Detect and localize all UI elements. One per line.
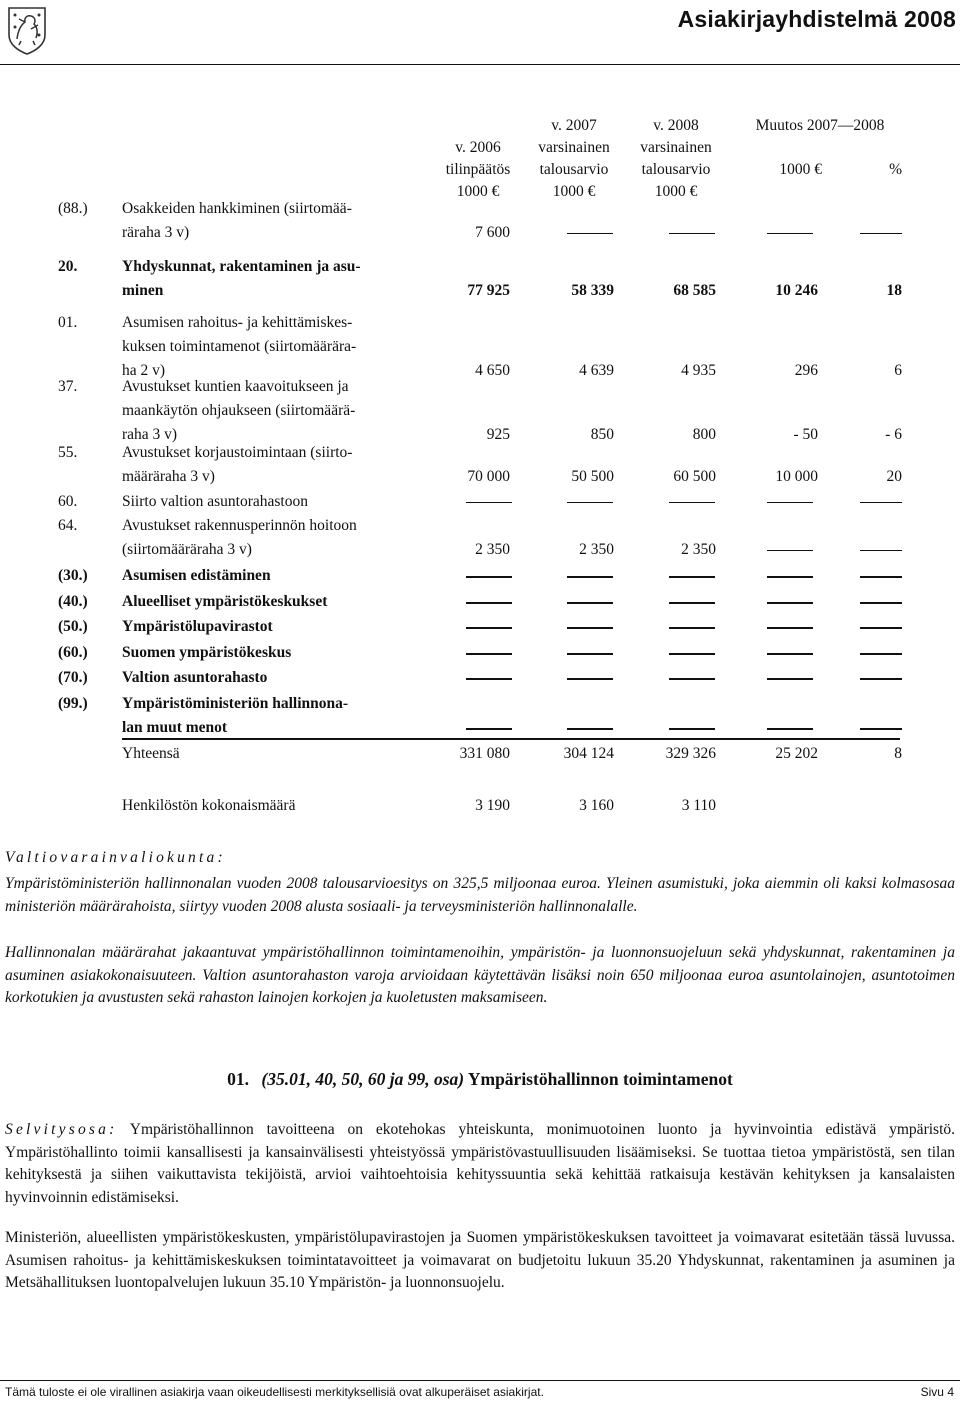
row-label-line: Asumisen rahoitus- ja kehittämiskes-: [122, 314, 353, 331]
staff-2006: 3 190: [475, 797, 510, 814]
row-label-line: määräraha 3 v): [122, 468, 215, 485]
col-header-line: varsinainen: [538, 139, 610, 156]
row-value: 77 925: [467, 282, 510, 299]
row-code: (40.): [58, 593, 88, 610]
row-label: [122, 441, 352, 489]
section-heading: [0, 1069, 960, 1090]
row-value: 4 639: [579, 362, 614, 379]
empty-value-dash: [669, 627, 715, 629]
row-label-line: kuksen toimintamenot (siirtomäärära-: [122, 338, 357, 355]
row-value: 2 350: [579, 541, 614, 558]
footer-disclaimer: Tämä tuloste ei ole virallinen asiakirja vaan oikeudellisesti merkityksellisiä ovat alkuperäiset asiakirjat.: [5, 1385, 544, 1399]
row-label-line: Suomen ympäristökeskus: [122, 644, 292, 661]
row-value: 7 600: [475, 224, 510, 241]
table-row: [0, 666, 960, 690]
empty-value-dash: [767, 653, 813, 655]
empty-value-dash: [767, 576, 813, 578]
table-row: [0, 590, 960, 614]
row-value: 2 350: [475, 541, 510, 558]
empty-value-dash: [767, 627, 813, 629]
col-header-line: 1000 €: [552, 183, 596, 200]
empty-value-dash: [567, 653, 613, 655]
row-label: [122, 375, 355, 447]
table-row: [0, 490, 960, 514]
empty-value-dash: [567, 602, 613, 604]
row-value: 20: [886, 468, 902, 485]
explanation-paragraph-2: Ministeriön, alueellisten ympäristökeskusten, ympäristölupavirastojen ja Suomen ympäristökeskuksen tavoitteet ja voimavarat esitetään tässä luvussa. Asumisen rahoitus- ja kehittämiskeskuksen toimintatavoitteet ja voimavarat on budjetoitu lukuun 35.20 Yhdyskunnat, rakentaminen ja asuminen ja Metsähallituksen luontopalvelujen lukuun 35.10 Ympäristön- ja luonnonsuojelu.: [5, 1229, 955, 1291]
empty-value-dash: [669, 502, 715, 503]
total-2007: 304 124: [563, 745, 614, 762]
row-label-line: Avustukset rakennusperinnön hoitoon: [122, 517, 357, 534]
row-code: (30.): [58, 567, 88, 584]
col-header-2007: [522, 115, 626, 203]
row-label: [122, 255, 361, 303]
row-value: 4 650: [475, 362, 510, 379]
section-title: Ympäristöhallinnon toimintamenot: [467, 1069, 733, 1089]
row-value: - 50: [793, 426, 818, 443]
table-row: [0, 615, 960, 639]
empty-value-dash: [767, 550, 813, 551]
total-label: Yhteensä: [122, 745, 180, 762]
col-header-line: tilinpäätös: [445, 161, 511, 178]
empty-value-dash: [860, 502, 902, 503]
total-rule: [122, 738, 900, 740]
col-header-line: varsinainen: [640, 139, 712, 156]
row-label-line: lan muut menot: [122, 719, 228, 736]
page-number: Sivu 4: [920, 1385, 954, 1399]
empty-value-dash: [767, 678, 813, 680]
row-value: 925: [486, 426, 510, 443]
empty-value-dash: [860, 233, 902, 234]
row-label-line: Siirto valtion asuntorahastoon: [122, 493, 308, 510]
empty-value-dash: [767, 728, 813, 730]
row-label: [122, 514, 357, 562]
row-label: [122, 564, 271, 588]
table-row: [0, 441, 960, 489]
col-header-line: 1000 €: [456, 183, 500, 200]
empty-value-dash: [567, 502, 613, 503]
row-value: 58 339: [571, 282, 614, 299]
empty-value-dash: [767, 233, 813, 234]
empty-value-dash: [860, 678, 902, 680]
row-value: 10 246: [775, 282, 818, 299]
row-value: 18: [886, 282, 902, 299]
col-header-line: v. 2008: [653, 117, 699, 134]
row-label-line: Avustukset kuntien kaavoitukseen ja: [122, 378, 349, 395]
row-label: [122, 490, 308, 514]
table-row: [0, 255, 960, 303]
row-value: 68 585: [673, 282, 716, 299]
empty-value-dash: [669, 233, 715, 234]
empty-value-dash: [567, 576, 613, 578]
row-label-line: maankäytön ohjaukseen (siirtomäärä-: [122, 402, 356, 419]
empty-value-dash: [466, 728, 512, 730]
col-header-muutos: [720, 115, 910, 181]
row-label: [122, 692, 348, 740]
empty-value-dash: [669, 678, 715, 680]
empty-value-dash: [466, 678, 512, 680]
table-row: [0, 197, 960, 245]
empty-value-dash: [860, 728, 902, 730]
row-value: 4 935: [681, 362, 716, 379]
row-label-line: (siirtomääräraha 3 v): [122, 541, 252, 558]
row-label-line: Valtion asuntorahasto: [122, 669, 268, 686]
row-code: (60.): [58, 644, 88, 661]
committee-heading: [5, 847, 955, 870]
row-label-line: Alueelliset ympäristökeskukset: [122, 593, 328, 610]
lion-crest-icon: [5, 5, 49, 55]
row-code: 37.: [58, 378, 78, 395]
empty-value-dash: [860, 550, 902, 551]
empty-value-dash: [466, 653, 512, 655]
row-code: (50.): [58, 618, 88, 635]
empty-value-dash: [466, 502, 512, 503]
row-value: 50 500: [571, 468, 614, 485]
explanation-text-1: Ympäristöhallinnon tavoitteena on ekotehokas yhteiskunta, monimuotoinen luonto ja hyvinvointia edistävä ympäristö. Ympäristöhallinto toimii kansallisesti ja kansainvälisesti yhteistyössä ympäristövastuullisuuden lisäämiseksi. Se tuottaa tietoa ympäristöstä, sen tilan kehityksestä ja siihen vaikuttavista tekijöistä, arvioi vaihtoehtoisia kehityssuuntia sekä kehittää ratkaisuja kestävän kehityksen ja kansalaisten hyvinvoinnin edistämiseksi.: [5, 1121, 955, 1206]
row-label: [122, 311, 356, 383]
document-title: Asiakirjayhdistelmä 2008: [677, 6, 956, 32]
row-label: [122, 666, 267, 690]
total-change: 25 202: [775, 745, 818, 762]
table-row: [0, 641, 960, 665]
empty-value-dash: [860, 653, 902, 655]
row-value: 296: [794, 362, 818, 379]
row-label-line: Yhdyskunnat, rakentaminen ja asu-: [122, 258, 361, 275]
table-row: [0, 514, 960, 562]
row-label-line: räraha 3 v): [122, 224, 190, 241]
empty-value-dash: [767, 602, 813, 604]
table-row: [0, 311, 960, 383]
empty-value-dash: [466, 627, 512, 629]
empty-value-dash: [567, 233, 613, 234]
row-code: 01.: [58, 314, 78, 331]
row-value: 850: [590, 426, 614, 443]
row-value: 800: [692, 426, 716, 443]
explanation-paragraph-1: [5, 1119, 955, 1209]
row-label-line: Avustukset korjaustoimintaan (siirto-: [122, 444, 353, 461]
empty-value-dash: [567, 627, 613, 629]
row-value: 6: [894, 362, 902, 379]
col-header-line: talousarvio: [539, 161, 609, 178]
committee-paragraph-2: Hallinnonalan määrärahat jakaantuvat ympäristöhallinnon toimintamenoihin, ympäristön- ja luonnonsuojeluun sekä yhdyskunnat, rakentaminen ja asuminen asiakokonaisuuteen. Valtion asuntorahaston varoja arvioidaan käytettävän lisäksi noin 650 miljoonaa euroa asuntolainojen, asuntotoimen korkotukien ja avustusten sekä rahaston lainojen korkojen ja kuoletusten maksamiseen.: [5, 944, 955, 1006]
row-label-line: raha 3 v): [122, 426, 178, 443]
total-2006: 331 080: [459, 745, 510, 762]
row-code: 20.: [58, 258, 78, 275]
empty-value-dash: [860, 602, 902, 604]
row-value: 70 000: [467, 468, 510, 485]
empty-value-dash: [767, 502, 813, 503]
row-code: 64.: [58, 517, 78, 534]
table-row: [0, 564, 960, 588]
row-label-line: minen: [122, 282, 164, 299]
row-label-line: Osakkeiden hankkiminen (siirtomää-: [122, 200, 352, 217]
row-value: 2 350: [681, 541, 716, 558]
row-label-line: Ympäristölupavirastot: [122, 618, 273, 635]
row-label: [122, 641, 291, 665]
empty-value-dash: [669, 728, 715, 730]
row-label-line: ha 2 v): [122, 362, 166, 379]
staff-label: Henkilöstön kokonaismäärä: [122, 797, 296, 814]
col-header-2008: [624, 115, 728, 203]
header-rule: [0, 64, 960, 65]
col-header-line: v. 2007: [551, 117, 597, 134]
empty-value-dash: [860, 627, 902, 629]
col-header-line: talousarvio: [641, 161, 711, 178]
committee-paragraph-1: Ympäristöministeriön hallinnonalan vuoden 2008 talousarvioesitys on 325,5 miljoonaa euroa. Yleinen asumistuki, joka aiemmin oli kaksi kolmasosaa ministeriön määrärahoista, siirtyy vuoden 2008 alusta sosiaali- ja terveysministeriön hallinnonalalle.: [5, 875, 955, 915]
empty-value-dash: [669, 602, 715, 604]
row-code: 55.: [58, 444, 78, 461]
table-row: [0, 375, 960, 447]
row-label-line: Asumisen edistäminen: [122, 567, 271, 584]
row-code: (99.): [58, 695, 88, 712]
row-value: 10 000: [775, 468, 818, 485]
row-label: [122, 615, 273, 639]
empty-value-dash: [567, 728, 613, 730]
total-change-pct: 8: [894, 745, 902, 762]
committee-heading-text: Valtiovarainvaliokunta:: [5, 849, 226, 866]
empty-value-dash: [669, 653, 715, 655]
empty-value-dash: [860, 576, 902, 578]
col-header-line: 1000 €: [654, 183, 698, 200]
empty-value-dash: [669, 576, 715, 578]
total-2008: 329 326: [665, 745, 716, 762]
col-header-line: Muutos 2007—2008: [755, 117, 885, 134]
section-number: 01.: [227, 1069, 250, 1089]
row-code: (88.): [58, 200, 88, 217]
col-header-2006: [430, 137, 526, 203]
row-label: [122, 590, 327, 614]
table-row: [0, 692, 960, 740]
row-value: - 6: [885, 426, 902, 443]
row-label: [122, 197, 352, 245]
row-code: (70.): [58, 669, 88, 686]
row-code: 60.: [58, 493, 78, 510]
staff-2007: 3 160: [579, 797, 614, 814]
col-header-line: %: [889, 161, 902, 178]
empty-value-dash: [466, 576, 512, 578]
footer-rule: [0, 1380, 960, 1381]
col-header-line: v. 2006: [455, 139, 501, 156]
empty-value-dash: [466, 602, 512, 604]
col-header-line: 1000 €: [779, 161, 822, 178]
row-value: 60 500: [673, 468, 716, 485]
section-codes: (35.01, 40, 50, 60 ja 99, osa): [261, 1069, 465, 1089]
explanation-heading: Selvitysosa:: [5, 1121, 118, 1138]
staff-2008: 3 110: [681, 797, 716, 814]
row-label-line: Ympäristöministeriön hallinnona-: [122, 695, 349, 712]
empty-value-dash: [567, 678, 613, 680]
